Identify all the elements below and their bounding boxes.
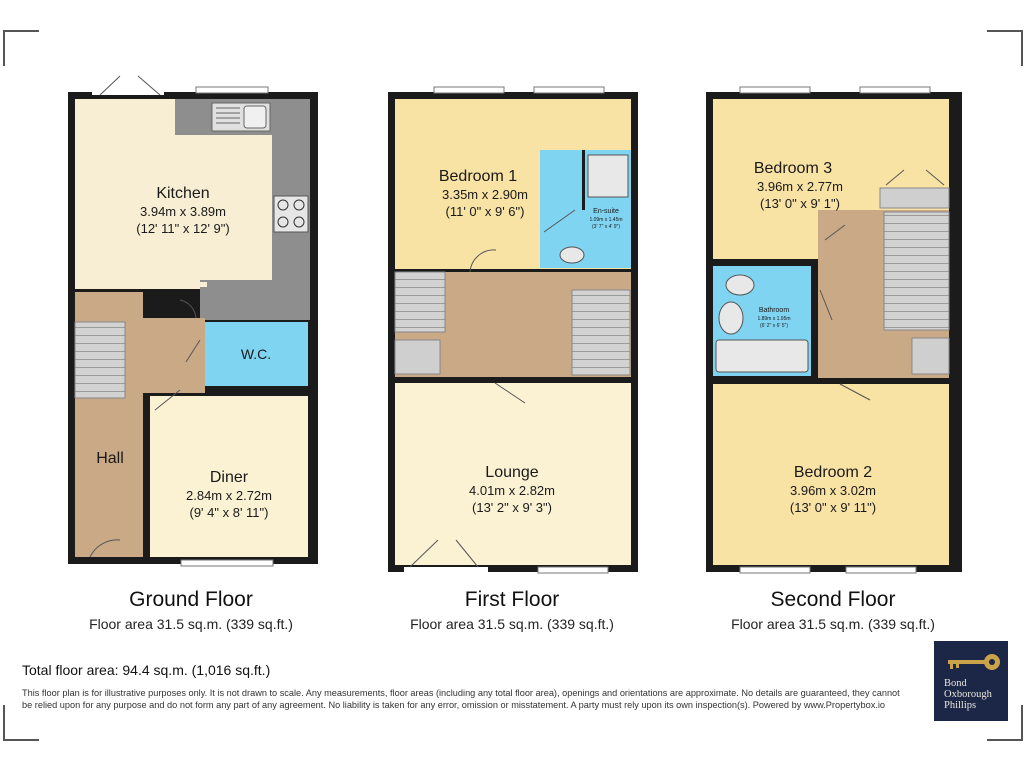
lounge-name: Lounge <box>485 464 539 481</box>
hall-name: Hall <box>96 450 124 467</box>
logo-line-2: Oxborough <box>944 689 992 700</box>
diner-imperial: (9' 4" x 8' 11") <box>189 505 269 520</box>
key-icon <box>942 649 1002 675</box>
disclaimer-text: This floor plan is for illustrative purposes only. It is not drawn to scale. Any measurements, floor areas (including any total floor area), openings and orientations are approximate. No details are guaranteed, they cannot be relied upon for any purpose and do not form any part of any agreement. No liability is taken for any error, omission or misstatement. A party must rely upon its own inspection(s). Powered by www.Propertybox.io <box>22 688 900 710</box>
sink-icon <box>212 103 270 131</box>
lounge-metric: 4.01m x 2.82m <box>469 483 555 498</box>
ensuite-imperial: (3' 7" x 4' 9") <box>592 224 620 230</box>
first-floor-area: Floor area 31.5 sq.m. (339 sq.ft.) <box>410 616 614 632</box>
ensuite-name: En-suite <box>593 208 619 215</box>
bedroom2-name: Bedroom 2 <box>793 464 873 481</box>
second-floor-area: Floor area 31.5 sq.m. (339 sq.ft.) <box>731 616 935 632</box>
wc-name: W.C. <box>240 346 272 362</box>
basin-icon <box>719 302 743 334</box>
second-floor-title: Second Floor <box>770 588 896 611</box>
kitchen-imperial: (12' 11" x 12' 9") <box>136 221 230 236</box>
stairs-first-right <box>572 290 630 375</box>
bathroom-imperial: (6' 2" x 6' 5") <box>760 323 788 329</box>
bathroom-toilet-icon <box>726 275 754 295</box>
bedroom3-metric: 3.96m x 2.77m <box>757 179 843 194</box>
ensuite-metric: 1.09m x 1.45m <box>589 217 623 223</box>
stairs-ground <box>75 322 125 398</box>
logo-line-3: Phillips <box>944 700 977 711</box>
bathroom-name: Bathroom <box>758 307 790 314</box>
stairs-first-left <box>395 272 445 332</box>
first-floor-title: First Floor <box>464 588 560 611</box>
toilet-icon <box>560 247 584 263</box>
bedroom3-name: Bedroom 3 <box>753 160 833 177</box>
hob-icon <box>274 196 308 232</box>
bedroom1-metric: 3.35m x 2.90m <box>442 187 528 202</box>
bedroom2-imperial: (13' 0" x 9' 11") <box>789 500 877 515</box>
diner-name: Diner <box>209 469 249 486</box>
bedroom3-imperial: (13' 0" x 9' 1") <box>760 196 840 211</box>
diner-metric: 2.84m x 2.72m <box>186 488 272 503</box>
bath-icon <box>716 340 808 372</box>
agent-logo <box>934 641 1008 721</box>
ground-floor-area: Floor area 31.5 sq.m. (339 sq.ft.) <box>89 616 293 632</box>
lounge-imperial: (13' 2" x 9' 3") <box>472 500 552 515</box>
bedroom2-metric: 3.96m x 3.02m <box>790 483 876 498</box>
stairs-second <box>884 212 949 330</box>
bedroom1-name: Bedroom 1 <box>438 168 518 185</box>
total-floor-area: Total floor area: 94.4 sq.m. (1,016 sq.ft.) <box>22 662 271 678</box>
shower-icon <box>588 155 628 197</box>
bedroom1-imperial: (11' 0" x 9' 6") <box>445 204 525 219</box>
logo-line-1: Bond <box>944 678 967 689</box>
kitchen-name: Kitchen <box>156 185 210 202</box>
ground-floor-title: Ground Floor <box>129 588 253 611</box>
kitchen-metric: 3.94m x 3.89m <box>140 204 226 219</box>
bathroom-metric: 1.89m x 1.95m <box>757 316 791 322</box>
